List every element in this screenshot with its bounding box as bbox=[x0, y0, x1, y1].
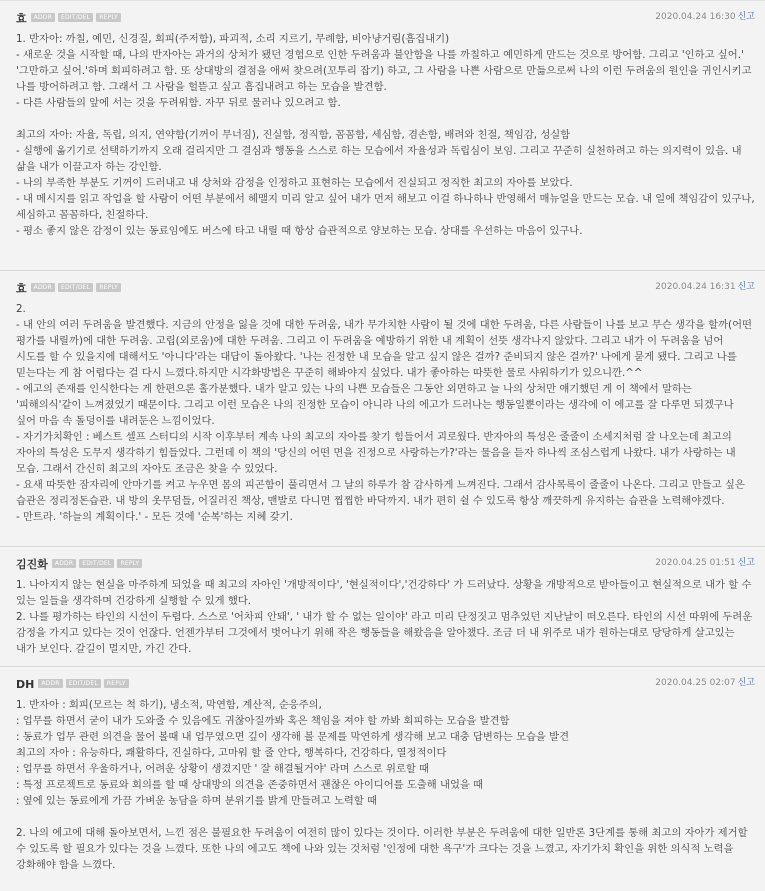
comment-line: - 자기가치확인 : 베스트 셀프 스터디의 시작 이후부터 계속 나의 최고의 자아를 찾기 힘들어서 괴로웠다. 반자아의 특성은 줄줄이 소세지처럼 잘 나오는데 최고의 자아의 특성은 도무지 생각하기 힘들었다. 그런데 이 책의 '당신의 어떤 면을 진정으로 사랑하는가?'라는 물음을 듣자 하나씩 조심스럽게 나왔다. 내가 사랑하는 내 모습. 그래서 간신히 최고의 자아도 조금은 찾을 수 있었다. bbox=[16, 431, 736, 475]
comment-actions bbox=[38, 675, 131, 691]
edit-delete-button[interactable]: EDIT/DEL bbox=[66, 679, 101, 688]
comment-actions bbox=[31, 279, 124, 295]
comment-line: - 다른 사람들의 앞에 서는 것을 두려워함. 자꾸 뒤로 물러나 있으려고 함. bbox=[16, 97, 341, 109]
reply-button[interactable]: REPLY bbox=[117, 559, 142, 568]
comment-line: - 에고의 존재를 인식한다는 게 한편으론 홀가분했다. 내가 알고 있는 나의 나쁜 모습들은 그동안 외면하고 늘 나의 상처만 얘기했던 게 이 책에서 말하는 '피해의식'같이 느껴졌었기 때문이다. 그리고 이런 모습은 나의 진정한 모습이 아니라 나의 에고가 드러나는 행동일뿐이라는 생각에 이 에고를 잘 다루면 되겠구나 싶어 마음 속 돌덩이를 내려둔은 느낌이었다. bbox=[16, 383, 734, 427]
edit-delete-button[interactable]: EDIT/DEL bbox=[58, 13, 93, 22]
comment-line: : 옆에 있는 동료에게 가끔 가벼운 농담을 하며 분위기를 밝게 만들려고 노력할 때 bbox=[16, 795, 378, 807]
comment-line: - 실행에 옮기기로 선택하기까지 오래 걸리지만 그 결심과 행동을 스스로 하는 모습에서 자율성과 독립심이 보임. 그리고 꾸준히 실천하려고 하는 의지력이 있음. 내 삶을 내가 이끌고자 하는 강인함. bbox=[16, 145, 742, 173]
comment-author: 김진화 bbox=[16, 558, 48, 571]
comment-line: - 평소 좋지 않은 감정이 있는 동료임에도 버스에 타고 내릴 때 항상 습관적으로 양보하는 모습. 상대를 우선하는 마음이 있구나. bbox=[16, 225, 583, 237]
comment-item bbox=[0, 546, 765, 666]
comment-author: 효 bbox=[16, 282, 27, 295]
comment-date: 2020.04.24 16:31 bbox=[655, 282, 736, 292]
address-button[interactable]: ADDR bbox=[31, 13, 55, 22]
report-link[interactable]: 신고 bbox=[737, 12, 755, 22]
comment-line: 2. 나를 평가하는 타인의 시선이 두렵다. 스스로 '어차피 안돼', ' 내가 할 수 없는 일이야' 라고 미리 단정짓고 멈추었던 지난날이 떠오른다. 타인의 시선 따위에 두려운 감정을 가지고 있다는 것이 언잖다. 언젠가부터 그것에서 벗어나기 위해 작은 행동들을 해왔음을 알아챘다. 조금 더 내 위주로 내가 원하는대로 당당하게 살고있는 내가 보인다. 갈길이 멀지만, 가긴 간다. bbox=[16, 611, 753, 655]
comment-item bbox=[0, 666, 765, 891]
comment-meta bbox=[655, 9, 755, 25]
edit-delete-button[interactable]: EDIT/DEL bbox=[58, 283, 93, 292]
comment-body bbox=[16, 577, 755, 657]
comment-line: : 업무를 하면서 우울하거나, 어려운 상황이 생겼지만 ' 잘 해결될거야' 라며 스스로 위로할 때 bbox=[16, 763, 430, 775]
comment-line: - 내 메시지를 읽고 작업을 할 사람이 어떤 부분에서 헤맬지 미리 알고 싶어 내가 먼저 해보고 이걸 하나하나 반영해서 매뉴얼을 만드는 모습. 내 일에 책임감이 있구나, 세심하고 꼼꼼하다, 친절하다. bbox=[16, 193, 755, 221]
comment-header bbox=[16, 279, 755, 295]
comment-meta bbox=[655, 279, 755, 295]
comment-date: 2020.04.25 02:07 bbox=[655, 678, 736, 688]
reply-button[interactable]: REPLY bbox=[96, 13, 121, 22]
comment-body bbox=[16, 31, 755, 239]
comment-line: 2. bbox=[16, 303, 26, 315]
comment-meta bbox=[655, 555, 755, 571]
report-link[interactable]: 신고 bbox=[737, 282, 755, 292]
comment-line: 2. 나의 에고에 대해 돌아보면서, 느낀 점은 불필요한 두려움이 여전히 많이 있다는 것이다. 이러한 부분은 두려움에 대한 일반론 3단계를 통해 최고의 자아가 제거할 수 있도록 할 필요가 있다는 것을 느꼈다. 또한 나의 에고도 책에 나와 있는 것처럼 '인정에 대한 욕구'가 크다는 것을 느꼈고, 자기가치 확인을 위한 의식적 노력을 강화해야 함을 느꼈다. bbox=[16, 827, 748, 871]
comment-line: 1. 반자아 : 회피(모르는 척 하기), 냉소적, 막연함, 계산적, 순응주의, bbox=[16, 699, 322, 711]
edit-delete-button[interactable]: EDIT/DEL bbox=[79, 559, 114, 568]
comment-actions bbox=[31, 9, 124, 25]
comment-line: 1. 반자아: 까칠, 예민, 신경질, 회피(주저함), 파괴적, 소리 지르기, 무례함, 비아냥거림(흠집내기) bbox=[16, 33, 450, 45]
comment-line: : 동료가 업무 관련 의견을 물어 볼때 내 업무였으면 깊이 생각해 볼 문제를 막연하게 생각해 보고 대충 답변하는 모습을 발견 bbox=[16, 731, 570, 743]
address-button[interactable]: ADDR bbox=[31, 283, 55, 292]
comment-header bbox=[16, 9, 755, 25]
reply-button[interactable]: REPLY bbox=[96, 283, 121, 292]
comment-line: - 내 안의 여러 두려움을 발견했다. 지금의 안정을 잃을 것에 대한 두려움, 내가 무가치한 사람이 될 것에 대한 두려움, 다른 사람들이 나를 보고 무슨 생각을 할까(어떤 평가를 내릴까)에 대한 두려움. 고립(외로움)에 대한 두려움. 그리고 이 두려움을 예방하기 위한 내 계획이 선뜻 생각나지 않았다. 그리고 내가 이 두려움을 넘어 시도를 할 수 있을지에 대해서도 '아니다'라는 대답이 돌아왔다. '나는 진정한 내 모습을 알고 싶지 않은 걸까? 준비되지 않은 걸까?' 나에게 묻게 됐다. 그리고 나를 믿는다는 게 참 어렵다는 걸 다시 느꼈다.하지만 시각화방법은 꾸준히 해봐야지 싶었다. 내가 좋아하는 따뜻한 물로 샤워하기가 있으니깐.^^ bbox=[16, 319, 752, 379]
comment-line bbox=[16, 809, 755, 825]
comment-line: - 요새 따뜻한 잠자리에 안마기를 켜고 누우면 몸의 피곤함이 풀리면서 그 날의 하루가 참 감사하게 느껴진다. 그래서 감사목록이 줄줄이 나온다. 그리고 만들고 싶은 습관은 정리정돈습관. 내 방의 옷무덤들, 어질러진 책상, 맨발로 다니면 찝찝한 바닥까지. 내가 편히 쉴 수 있도록 항상 깨끗하게 유지하는 습관을 노력해야겠다. bbox=[16, 479, 745, 507]
comment-line: - 나의 부족한 부분도 기꺼이 드러내고 내 상처와 감정을 인정하고 표현하는 모습에서 진실되고 정직한 최고의 자아를 보았다. bbox=[16, 177, 573, 189]
comment-line: 최고의 자아 : 유능하다, 쾌활하다, 진실하다, 고마워 할 줄 안다, 행복하다, 건강하다, 열정적이다 bbox=[16, 747, 447, 759]
comment-line bbox=[16, 111, 755, 127]
comment-line: - 만트라. '하늘의 계획이다.' - 모든 것에 '순복'하는 지혜 갖기. bbox=[16, 511, 293, 523]
comment-date: 2020.04.24 16:30 bbox=[655, 12, 736, 22]
comment-body bbox=[16, 697, 755, 873]
comment-author: 효 bbox=[16, 12, 27, 25]
comment-header bbox=[16, 555, 755, 571]
comment-line: : 업무를 하면서 굳이 내가 도와줄 수 있음에도 귀찮아질까봐 혹은 책임을 져야 할 까봐 회피하는 모습을 발견함 bbox=[16, 715, 510, 727]
address-button[interactable]: ADDR bbox=[52, 559, 76, 568]
address-button[interactable]: ADDR bbox=[38, 679, 62, 688]
report-link[interactable]: 신고 bbox=[737, 678, 755, 688]
reply-button[interactable]: REPLY bbox=[104, 679, 129, 688]
comment-author: DH bbox=[16, 678, 35, 691]
comment-date: 2020.04.25 01:51 bbox=[655, 558, 736, 568]
comment-actions bbox=[52, 555, 145, 571]
comment-item bbox=[0, 270, 765, 546]
comment-line: - 새로운 것을 시작할 때, 나의 반자아는 과거의 상처가 됐던 경험으로 인한 두려움과 불안함을 나를 까칠하고 예민하게 만드는 것으로 방어함. 그리고 '인하고 싶어.' '그만하고 싶어.'하며 회피하려고 함. 또 상대방의 결점을 애써 찾으려(꼬투리 잡기) 하고, 그 사람을 나쁜 사람으로 만듦으로써 나의 이런 두려움의 원인을 귀인시키고 나를 방어하려고 함. 그래서 그 사람을 헐뜯고 싶고 흠집내려고 하는 모습을 발견함. bbox=[16, 49, 752, 93]
comment-line: : 특정 프로젝트로 동료와 회의를 할 때 상대방의 의견을 존중하면서 괜찮은 아이디어를 도출해 내었을 때 bbox=[16, 779, 484, 791]
comment-body bbox=[16, 301, 755, 525]
comment-item bbox=[0, 0, 765, 270]
comment-line: 최고의 자아: 자율, 독립, 의지, 연약함(기꺼이 무너짐), 진실함, 정직함, 꼼꼼함, 세심함, 겸손함, 배려와 친절, 책임감, 성실함 bbox=[16, 129, 571, 141]
report-link[interactable]: 신고 bbox=[737, 558, 755, 568]
comment-meta bbox=[655, 675, 755, 691]
comment-line: 1. 나아지지 않는 현실을 마주하게 되었을 때 최고의 자아인 '개방적이다', '현실적이다','건강하다' 가 드러났다. 상황을 개방적으로 받아들이고 현실적으로 내가 할 수 있는 일들을 생각하며 건강하게 실행할 수 있게 했다. bbox=[16, 579, 752, 607]
comment-header bbox=[16, 675, 755, 691]
